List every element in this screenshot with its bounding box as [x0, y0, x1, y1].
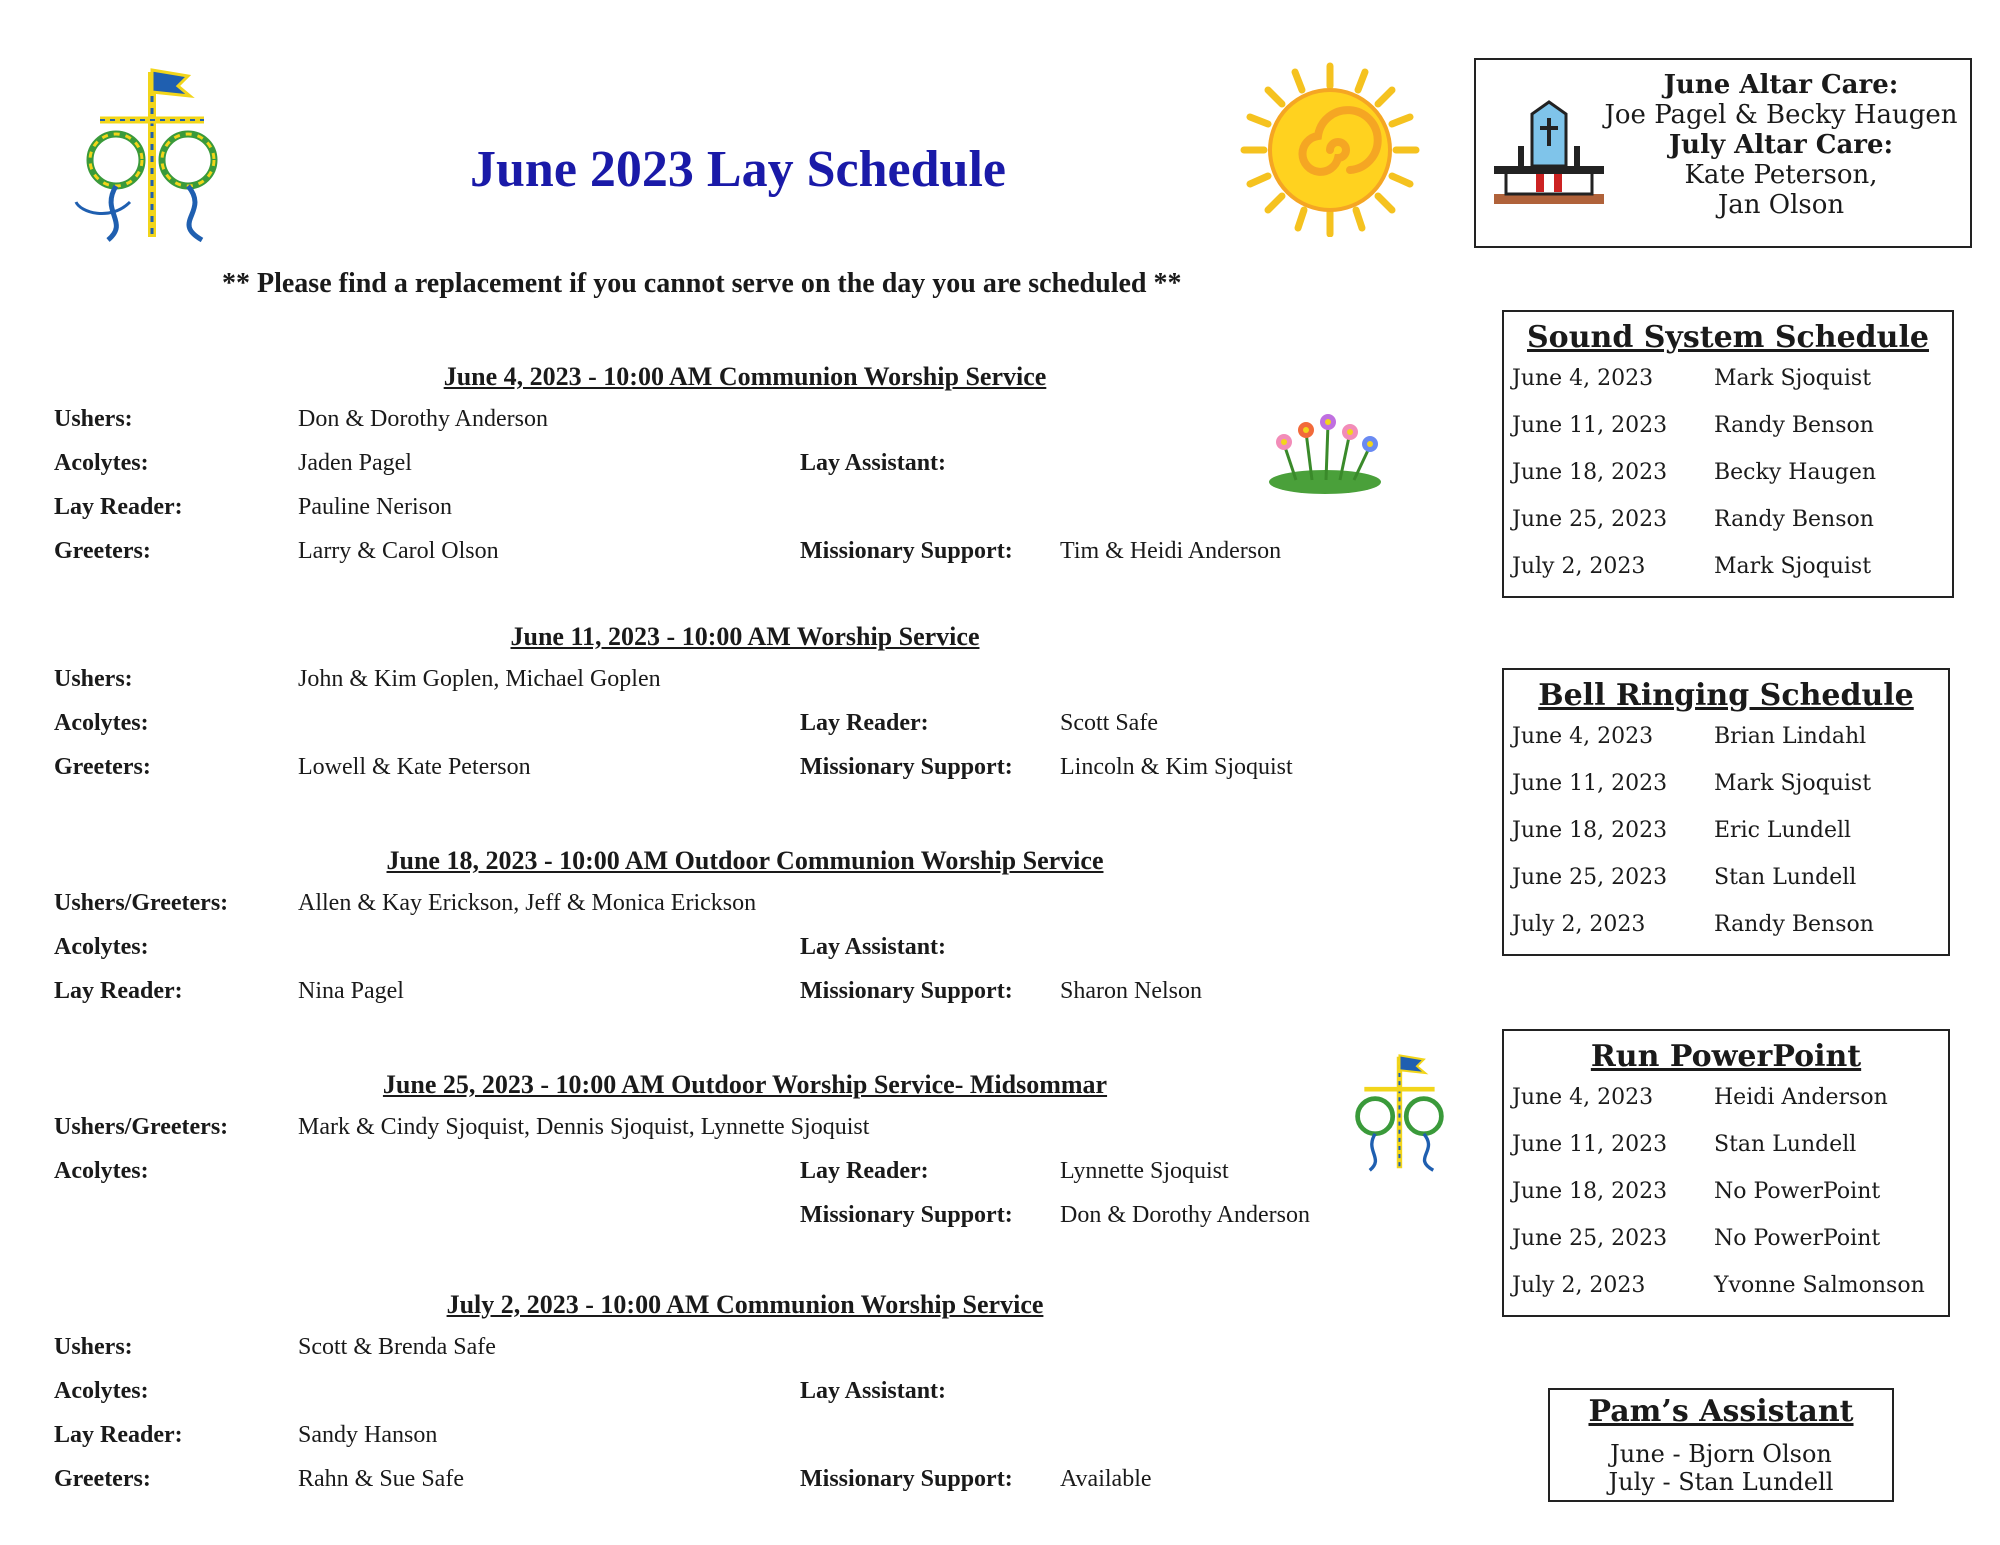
role-label: Greeters: [54, 1466, 151, 1492]
role-value: Larry & Carol Olson [298, 538, 499, 564]
role-label: Greeters: [54, 754, 151, 780]
role-label: Ushers/Greeters: [54, 1114, 229, 1140]
role-label: Acolytes: [54, 1378, 149, 1404]
role-label: Lay Assistant: [800, 1378, 947, 1404]
role-value: Tim & Heidi Anderson [1060, 538, 1282, 564]
service-heading: June 18, 2023 - 10:00 AM Outdoor Communion Worship Service [386, 846, 1104, 875]
role-value: Scott Safe [1060, 710, 1158, 736]
schedule-name: No PowerPoint [1714, 1179, 1881, 1204]
role-label: Acolytes: [54, 1158, 149, 1184]
schedule-date: June 18, 2023 [1512, 460, 1668, 485]
schedule-name: Brian Lindahl [1714, 724, 1867, 749]
schedule-date: June 25, 2023 [1512, 865, 1668, 890]
role-label: Ushers: [54, 406, 133, 432]
maypole-icon [1344, 1050, 1459, 1175]
role-label: Lay Reader: [800, 710, 929, 736]
schedule-name: Randy Benson [1714, 413, 1874, 438]
schedule-name: Mark Sjoquist [1714, 554, 1872, 579]
role-label: Missionary Support: [800, 754, 1013, 780]
sound-system-title: Sound System Schedule [1527, 320, 1929, 355]
role-label: Lay Reader: [800, 1158, 929, 1184]
schedule-date: July 2, 2023 [1512, 1273, 1646, 1298]
schedule-name: Mark Sjoquist [1714, 771, 1872, 796]
role-label: Acolytes: [54, 710, 149, 736]
pams-assistant-title: Pam’s Assistant [1588, 1394, 1854, 1429]
schedule-date: June 4, 2023 [1512, 724, 1654, 749]
schedule-name: Stan Lundell [1714, 865, 1857, 890]
role-value: Nina Pagel [298, 978, 404, 1004]
schedule-name: Heidi Anderson [1714, 1085, 1888, 1110]
role-value: Lynnette Sjoquist [1060, 1158, 1229, 1184]
role-label: Lay Reader: [54, 494, 183, 520]
role-label: Missionary Support: [800, 538, 1013, 564]
service-heading: June 11, 2023 - 10:00 AM Worship Service [510, 622, 980, 651]
powerpoint-title: Run PowerPoint [1590, 1039, 1862, 1074]
role-value: Don & Dorothy Anderson [1060, 1202, 1310, 1228]
role-value: Scott & Brenda Safe [298, 1334, 496, 1360]
role-label: Missionary Support: [800, 1466, 1013, 1492]
schedule-name: Mark Sjoquist [1714, 366, 1872, 391]
july-altar-names-1: Kate Peterson, [1684, 160, 1878, 190]
schedule-date: June 11, 2023 [1512, 1132, 1668, 1157]
schedule-date: June 25, 2023 [1512, 1226, 1668, 1251]
schedule-name: Randy Benson [1714, 912, 1874, 937]
bell-ringing-box [1502, 668, 1950, 956]
schedule-date: June 4, 2023 [1512, 1085, 1654, 1110]
role-value: Mark & Cindy Sjoquist, Dennis Sjoquist, Lynnette Sjoquist [298, 1114, 870, 1140]
maypole-icon [70, 62, 240, 247]
schedule-date: July 2, 2023 [1512, 554, 1646, 579]
page-title: June 2023 Lay Schedule [470, 141, 1006, 198]
role-value: John & Kim Goplen, Michael Goplen [298, 666, 661, 692]
role-label: Lay Reader: [54, 1422, 183, 1448]
pams-assistant-july: July - Stan Lundell [1608, 1468, 1834, 1496]
role-value: Jaden Pagel [298, 450, 412, 476]
service-heading: June 25, 2023 - 10:00 AM Outdoor Worship Service- Midsommar [382, 1070, 1108, 1099]
role-label: Ushers/Greeters: [54, 890, 229, 916]
schedule-date: June 11, 2023 [1512, 771, 1668, 796]
replacement-notice: ** Please find a replacement if you cannot serve on the day you are scheduled ** [222, 268, 1182, 299]
role-label: Missionary Support: [800, 978, 1013, 1004]
june-altar-heading: June Altar Care: [1663, 70, 1899, 100]
role-label: Acolytes: [54, 450, 149, 476]
service-heading: June 4, 2023 - 10:00 AM Communion Worship Service [443, 362, 1047, 391]
role-value: Rahn & Sue Safe [298, 1466, 464, 1492]
role-value: Lincoln & Kim Sjoquist [1060, 754, 1293, 780]
role-label: Ushers: [54, 666, 133, 692]
schedule-name: Stan Lundell [1714, 1132, 1857, 1157]
altar-care-box [1474, 58, 1972, 248]
bell-ringing-title: Bell Ringing Schedule [1538, 678, 1914, 713]
powerpoint-box [1502, 1029, 1950, 1317]
schedule-date: July 2, 2023 [1512, 912, 1646, 937]
role-value: Pauline Nerison [298, 494, 452, 520]
schedule-name: No PowerPoint [1714, 1226, 1881, 1251]
schedule-date: June 11, 2023 [1512, 413, 1668, 438]
july-altar-heading: July Altar Care: [1668, 130, 1894, 160]
service-heading: July 2, 2023 - 10:00 AM Communion Worship Service [446, 1290, 1044, 1319]
role-label: Greeters: [54, 538, 151, 564]
schedule-name: Becky Haugen [1714, 460, 1877, 485]
flowers-icon [1266, 410, 1384, 494]
role-value: Sandy Hanson [298, 1422, 438, 1448]
sound-system-box [1502, 310, 1954, 598]
schedule-name: Yvonne Salmonson [1714, 1273, 1925, 1298]
role-label: Acolytes: [54, 934, 149, 960]
role-label: Missionary Support: [800, 1202, 1013, 1228]
schedule-name: Eric Lundell [1714, 818, 1852, 843]
role-value: Lowell & Kate Peterson [298, 754, 531, 780]
role-label: Lay Assistant: [800, 450, 947, 476]
role-label: Lay Reader: [54, 978, 183, 1004]
role-value: Don & Dorothy Anderson [298, 406, 548, 432]
pams-assistant-box [1548, 1388, 1894, 1502]
schedule-date: June 18, 2023 [1512, 818, 1668, 843]
role-label: Ushers: [54, 1334, 133, 1360]
schedule-name: Randy Benson [1714, 507, 1874, 532]
schedule-date: June 4, 2023 [1512, 366, 1654, 391]
role-label: Lay Assistant: [800, 934, 947, 960]
role-value: Available [1060, 1466, 1152, 1492]
schedule-date: June 25, 2023 [1512, 507, 1668, 532]
role-value: Allen & Kay Erickson, Jeff & Monica Erickson [298, 890, 757, 916]
july-altar-names-2: Jan Olson [1717, 190, 1845, 220]
sun-icon [1240, 62, 1420, 237]
pams-assistant-june: June - Bjorn Olson [1610, 1440, 1832, 1468]
altar-icon [1488, 98, 1610, 213]
role-value: Sharon Nelson [1060, 978, 1202, 1004]
june-altar-names: Joe Pagel & Becky Haugen [1604, 100, 1958, 130]
schedule-date: June 18, 2023 [1512, 1179, 1668, 1204]
